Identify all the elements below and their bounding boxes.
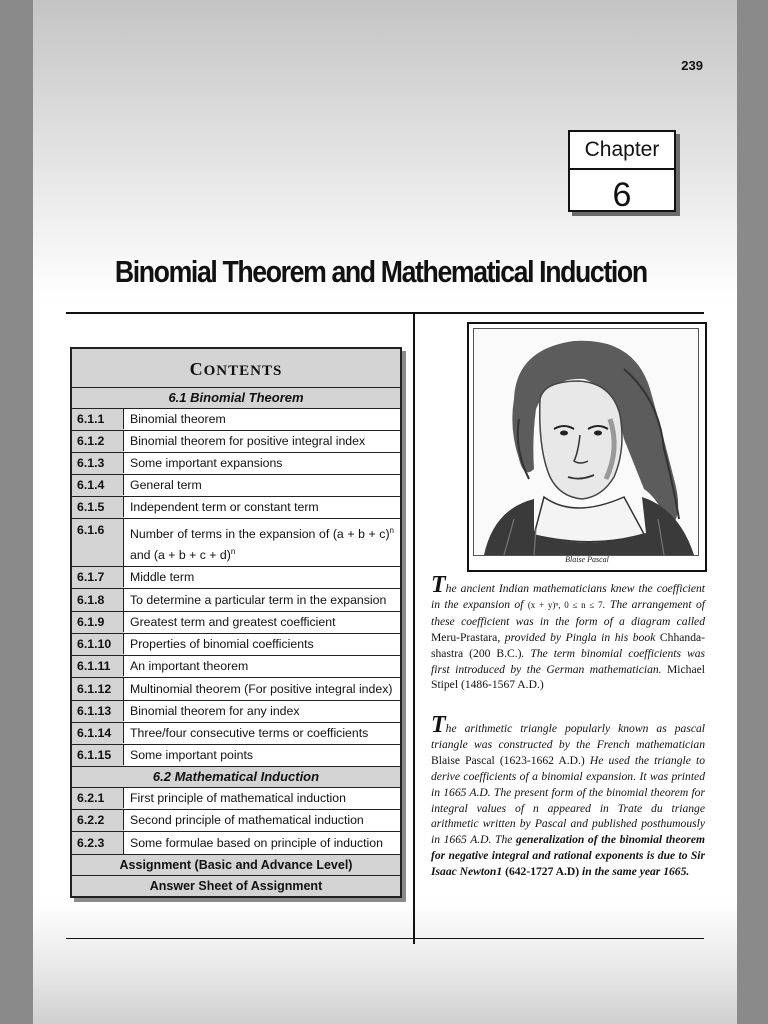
contents-row[interactable]: 6.1.14 Three/four consecutive terms or coefficients <box>72 723 400 745</box>
history-paragraph-1: The ancient Indian mathematicians knew the coefficient in the expansion of (x + y)ⁿ, 0 ≤ n ≤ 7. The arrangement of these coefficient was in the form of a diagram called Meru-Prastara, provided by Pingla in his book Chhanda-shastra (200 B.C.). The term binomial coefficients was first introduced by the German mathematician. Michael Stipel (1486-1567 A.D.) <box>431 572 706 692</box>
page-number: 239 <box>681 58 703 73</box>
assignment-row[interactable]: Assignment (Basic and Advance Level) <box>72 855 400 876</box>
contents-row[interactable]: 6.1.8 To determine a particular term in the expansion <box>72 589 400 612</box>
contents-row[interactable]: 6.1.1 Binomial theorem <box>72 409 400 431</box>
history-paragraph-2: The arithmetic triangle popularly known as pascal triangle was constructed by the French mathematician Blaise Pascal (1623-1662 A.D.) He used the triangle to derive coefficients of a binomial expansion. It was printed in 1665 A.D. The present form of the binomial theorem for integral values of n appeared in Trate du triange arithmetic written by Pascal and published posthumously in 1665 A.D. The generalization of the binomial theorem for negative integral and rational exponents is due to Sir Isaac Newton1 (642-1727 A.D) in the same year 1665. <box>431 712 706 879</box>
contents-row[interactable]: 6.1.7 Middle term <box>72 567 400 589</box>
contents-row[interactable]: 6.1.10 Properties of binomial coefficients <box>72 634 400 656</box>
top-rule <box>66 312 704 314</box>
chapter-box <box>568 130 676 212</box>
contents-row[interactable]: 6.2.3 Some formulae based on principle of induction <box>72 832 400 855</box>
section-heading: 6.2 Mathematical Induction <box>72 767 400 788</box>
bottom-rule <box>66 938 704 939</box>
portrait-engraving-icon <box>474 329 698 555</box>
chapter-label: Chapter <box>570 132 674 170</box>
section-heading: 6.1 Binomial Theorem <box>72 388 400 409</box>
contents-row[interactable]: 6.1.6 Number of terms in the expansion of $(a + b + c)^n$ and $(a + b + c + d)^n$ <box>72 519 400 567</box>
chapter-number: 6 <box>612 176 632 214</box>
contents-row[interactable]: 6.1.3 Some important expansions <box>72 453 400 475</box>
portrait-caption: Blaise Pascal <box>565 555 609 564</box>
contents-row[interactable]: 6.1.4 General term <box>72 475 400 497</box>
chapter-title: Binomial Theorem and Mathematical Induction <box>114 254 647 289</box>
contents-row[interactable]: 6.2.2 Second principle of mathematical induction <box>72 810 400 832</box>
answer-sheet-row[interactable]: Answer Sheet of Assignment <box>149 879 323 894</box>
contents-row[interactable]: 6.1.12 Multinomial theorem (For positive integral index) <box>72 678 400 701</box>
contents-row[interactable]: 6.1.9 Greatest term and greatest coefficient <box>72 612 400 634</box>
book-page <box>33 0 737 1024</box>
pascal-portrait-image <box>473 328 699 556</box>
contents-title: CONTENTS <box>72 349 400 388</box>
contents-row[interactable]: 6.2.1 First principle of mathematical induction <box>72 788 400 810</box>
contents-row[interactable]: 6.1.13 Binomial theorem for any index <box>72 701 400 723</box>
contents-row[interactable]: 6.1.2 Binomial theorem for positive integral index <box>72 431 400 453</box>
contents-table <box>70 347 402 898</box>
portrait-frame <box>467 322 707 572</box>
contents-row[interactable]: 6.1.11 An important theorem <box>72 656 400 678</box>
column-divider <box>413 312 415 944</box>
contents-row[interactable]: 6.1.5 Independent term or constant term <box>72 497 400 519</box>
contents-row[interactable]: 6.1.15 Some important points <box>72 745 400 767</box>
